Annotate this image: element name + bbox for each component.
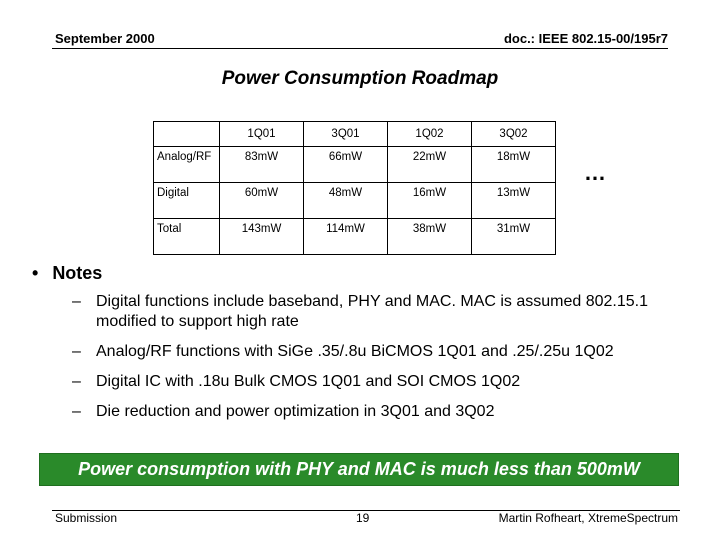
- footer-submission: Submission: [55, 511, 118, 525]
- table-cell: 48mW: [304, 183, 388, 219]
- header-date: September 2000: [55, 31, 155, 46]
- note-text: Digital IC with .18u Bulk CMOS 1Q01 and SOI CMOS 1Q02: [96, 373, 521, 390]
- table-cell: 66mW: [304, 147, 388, 183]
- table-row: [154, 183, 556, 219]
- dash-icon: –: [72, 403, 81, 420]
- table-cell: 22mW: [388, 147, 472, 183]
- dash-icon: –: [72, 343, 81, 360]
- table-corner-cell: [154, 122, 220, 147]
- header-doc-id: doc.: IEEE 802.15-00/195r7: [503, 31, 668, 46]
- footer-author: Martin Rofheart, XtremeSpectrum: [498, 511, 678, 525]
- table-cell: 31mW: [472, 219, 556, 255]
- note-text: Digital functions include baseband, PHY and MAC. MAC is assumed 802.15.1 modified to support high rate: [96, 293, 649, 330]
- dash-icon: –: [72, 373, 81, 390]
- continuation-ellipsis: …: [584, 160, 606, 185]
- table-cell: 143mW: [220, 219, 304, 255]
- table-cell: 114mW: [304, 219, 388, 255]
- notes-list: [72, 292, 684, 432]
- table-cell: 16mW: [388, 183, 472, 219]
- header-divider: [52, 48, 668, 49]
- page-number: 19: [356, 511, 370, 525]
- column-header: 1Q02: [388, 122, 472, 147]
- list-item: [72, 342, 684, 362]
- table-cell: 60mW: [220, 183, 304, 219]
- table-row: [154, 219, 556, 255]
- column-header: 3Q02: [472, 122, 556, 147]
- table-cell: 13mW: [472, 183, 556, 219]
- table-header-row: [154, 122, 556, 147]
- row-label: Analog/RF: [154, 147, 220, 183]
- note-text: Analog/RF functions with SiGe .35/.8u BiCMOS 1Q01 and .25/.25u 1Q02: [96, 343, 614, 360]
- column-header: 3Q01: [304, 122, 388, 147]
- row-label: Digital: [154, 183, 220, 219]
- power-roadmap-table: [153, 121, 556, 255]
- note-text: Die reduction and power optimization in 3Q01 and 3Q02: [96, 403, 495, 420]
- column-header: 1Q01: [220, 122, 304, 147]
- table-cell: 18mW: [472, 147, 556, 183]
- slide-title: Power Consumption Roadmap: [221, 68, 499, 89]
- table-cell: 38mW: [388, 219, 472, 255]
- table-row: [154, 147, 556, 183]
- notes-heading: [32, 263, 102, 284]
- dash-icon: –: [72, 293, 81, 310]
- list-item: [72, 292, 684, 332]
- notes-heading-label: Notes: [52, 263, 103, 283]
- list-item: [72, 402, 684, 422]
- table-cell: 83mW: [220, 147, 304, 183]
- list-item: [72, 372, 684, 392]
- conclusion-banner: Power consumption with PHY and MAC is much less than 500mW: [39, 453, 679, 486]
- bullet-icon: •: [32, 263, 39, 283]
- row-label: Total: [154, 219, 220, 255]
